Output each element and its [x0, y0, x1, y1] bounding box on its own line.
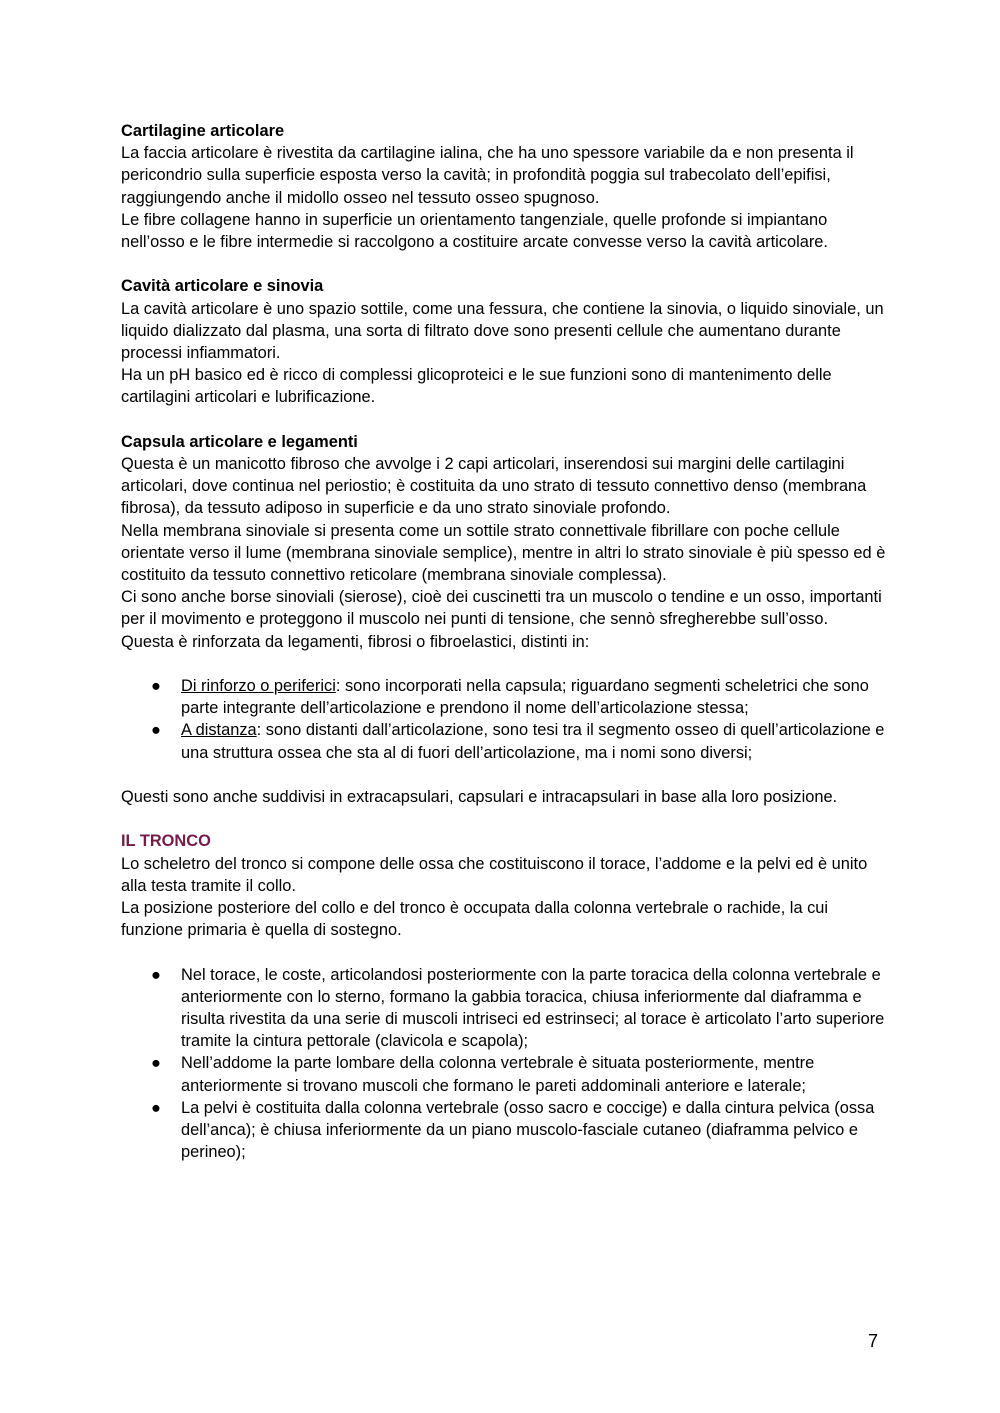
page-number: 7	[867, 1331, 878, 1351]
list-item-text: : sono distanti dall’articolazione, sono tesi tra il segmento osseo di quell’articolazione e una struttura ossea che sta al di fuori dell’articolazione, ma i nomi sono diversi;	[181, 721, 885, 762]
heading-il-tronco: IL TRONCO	[121, 832, 211, 851]
blank-line	[121, 253, 891, 275]
paragraph: La cavità articolare è uno spazio sottile, come una fessura, che contiene la sinovia, o liquido sinoviale, un liquido dializzato dal plasma, una sorta di filtrato dove sono presenti cellule che aumentano durante processi infiammatori.	[121, 299, 884, 363]
page-content	[121, 120, 891, 1163]
ligament-types-list	[121, 675, 891, 764]
list-item	[121, 675, 891, 719]
paragraph: Le fibre collagene hanno in superficie un orientamento tangenziale, quelle profonde si impiantano nell’osso e le fibre intermedie si raccolgono a costituire arcate convesse verso la cavità articolare.	[121, 210, 828, 252]
blank-line	[121, 808, 891, 830]
bullet-icon: ●	[151, 721, 161, 740]
blank-line	[121, 764, 891, 786]
list-item-text: Nell’addome la parte lombare della colonna vertebrale è situata posteriormente, mentre anteriormente si trovano muscoli che formano le pareti addominali anteriore e laterale;	[181, 1054, 815, 1095]
bullet-icon: ●	[151, 965, 161, 984]
bullet-icon: ●	[151, 1098, 161, 1117]
list-item-term: A distanza	[181, 721, 257, 740]
heading-cartilagine-articolare: Cartilagine articolare	[121, 122, 285, 140]
paragraph: Nella membrana sinoviale si presenta come un sottile strato connettivale fibrillare con poche cellule orientate verso il lume (membrana sinoviale semplice), mentre in altri lo strato sinoviale è più spesso ed è costituito da tessuto connettivo reticolare (membrana sinoviale complessa).	[121, 521, 886, 585]
paragraph: La faccia articolare è rivestita da cartilagine ialina, che ha uno spessore variabile da e non presenta il pericondrio sulla superficie esposta verso la cavità; in profondità poggia sul trabecolato dell’epifisi, raggiungendo anche il midollo osseo nel tessuto osseo spugnoso.	[121, 144, 854, 207]
blank-line	[121, 409, 891, 431]
list-item	[121, 719, 891, 763]
list-item-term: Di rinforzo o periferici	[181, 677, 336, 696]
blank-line	[121, 653, 891, 675]
paragraph: Questa è un manicotto fibroso che avvolge i 2 capi articolari, inserendosi sui margini delle cartilagini articolari, dove continua nel periostio; è costituita da uno strato di tessuto connettivo denso (membrana fibrosa), da tessuto adiposo in superficie e da uno strato sinoviale profondo.	[121, 455, 867, 518]
heading-cavita-articolare: Cavità articolare e sinovia	[121, 277, 324, 296]
paragraph: Ci sono anche borse sinoviali (sierose), cioè dei cuscinetti tra un muscolo o tendine e un osso, importanti per il movimento e proteggono il muscolo nei punti di tensione, che sennò sfregherebbe sull’osso.	[121, 588, 882, 629]
trunk-regions-list	[121, 964, 891, 1164]
list-item	[121, 1097, 891, 1164]
bullet-icon: ●	[151, 1054, 161, 1073]
paragraph: Questi sono anche suddivisi in extracapsulari, capsulari e intracapsulari in base alla loro posizione.	[121, 788, 838, 807]
list-item-text: Nel torace, le coste, articolandosi posteriormente con la parte toracica della colonna vertebrale e anteriormente con lo sterno, formano la gabbia toracica, chiusa inferiormente dal diaframma e risulta rivestita da una serie di muscoli intriseci ed estrinseci; al torace è articolato l’arto superiore tramite la cintura pettorale (clavicola e scapola);	[181, 965, 885, 1051]
list-item	[121, 1052, 891, 1096]
paragraph: Lo scheletro del tronco si compone delle ossa che costituiscono il torace, l’addome e la pelvi ed è unito alla testa tramite il collo.	[121, 854, 868, 895]
heading-capsula-articolare: Capsula articolare e legamenti	[121, 432, 358, 451]
paragraph: Ha un pH basico ed è ricco di complessi glicoproteici e le sue funzioni sono di mantenimento delle cartilagini articolari e lubrificazione.	[121, 366, 832, 407]
list-item-text: La pelvi è costituita dalla colonna vertebrale (osso sacro e coccige) e dalla cintura pelvica (ossa dell’anca); è chiusa inferiormente da un piano muscolo-fasciale cutaneo (diaframma pelvico e perineo);	[181, 1098, 875, 1162]
list-item	[121, 964, 891, 1053]
blank-line	[121, 941, 891, 963]
paragraph: Questa è rinforzata da legamenti, fibrosi o fibroelastici, distinti in:	[121, 632, 590, 651]
list-item-text: : sono incorporati nella capsula; riguardano segmenti scheletrici che sono parte integrante dell’articolazione e prendono il nome dell’articolazione stessa;	[181, 677, 869, 718]
paragraph: La posizione posteriore del collo e del tronco è occupata dalla colonna vertebrale o rachide, la cui funzione primaria è quella di sostegno.	[121, 899, 829, 940]
bullet-icon: ●	[151, 677, 161, 696]
